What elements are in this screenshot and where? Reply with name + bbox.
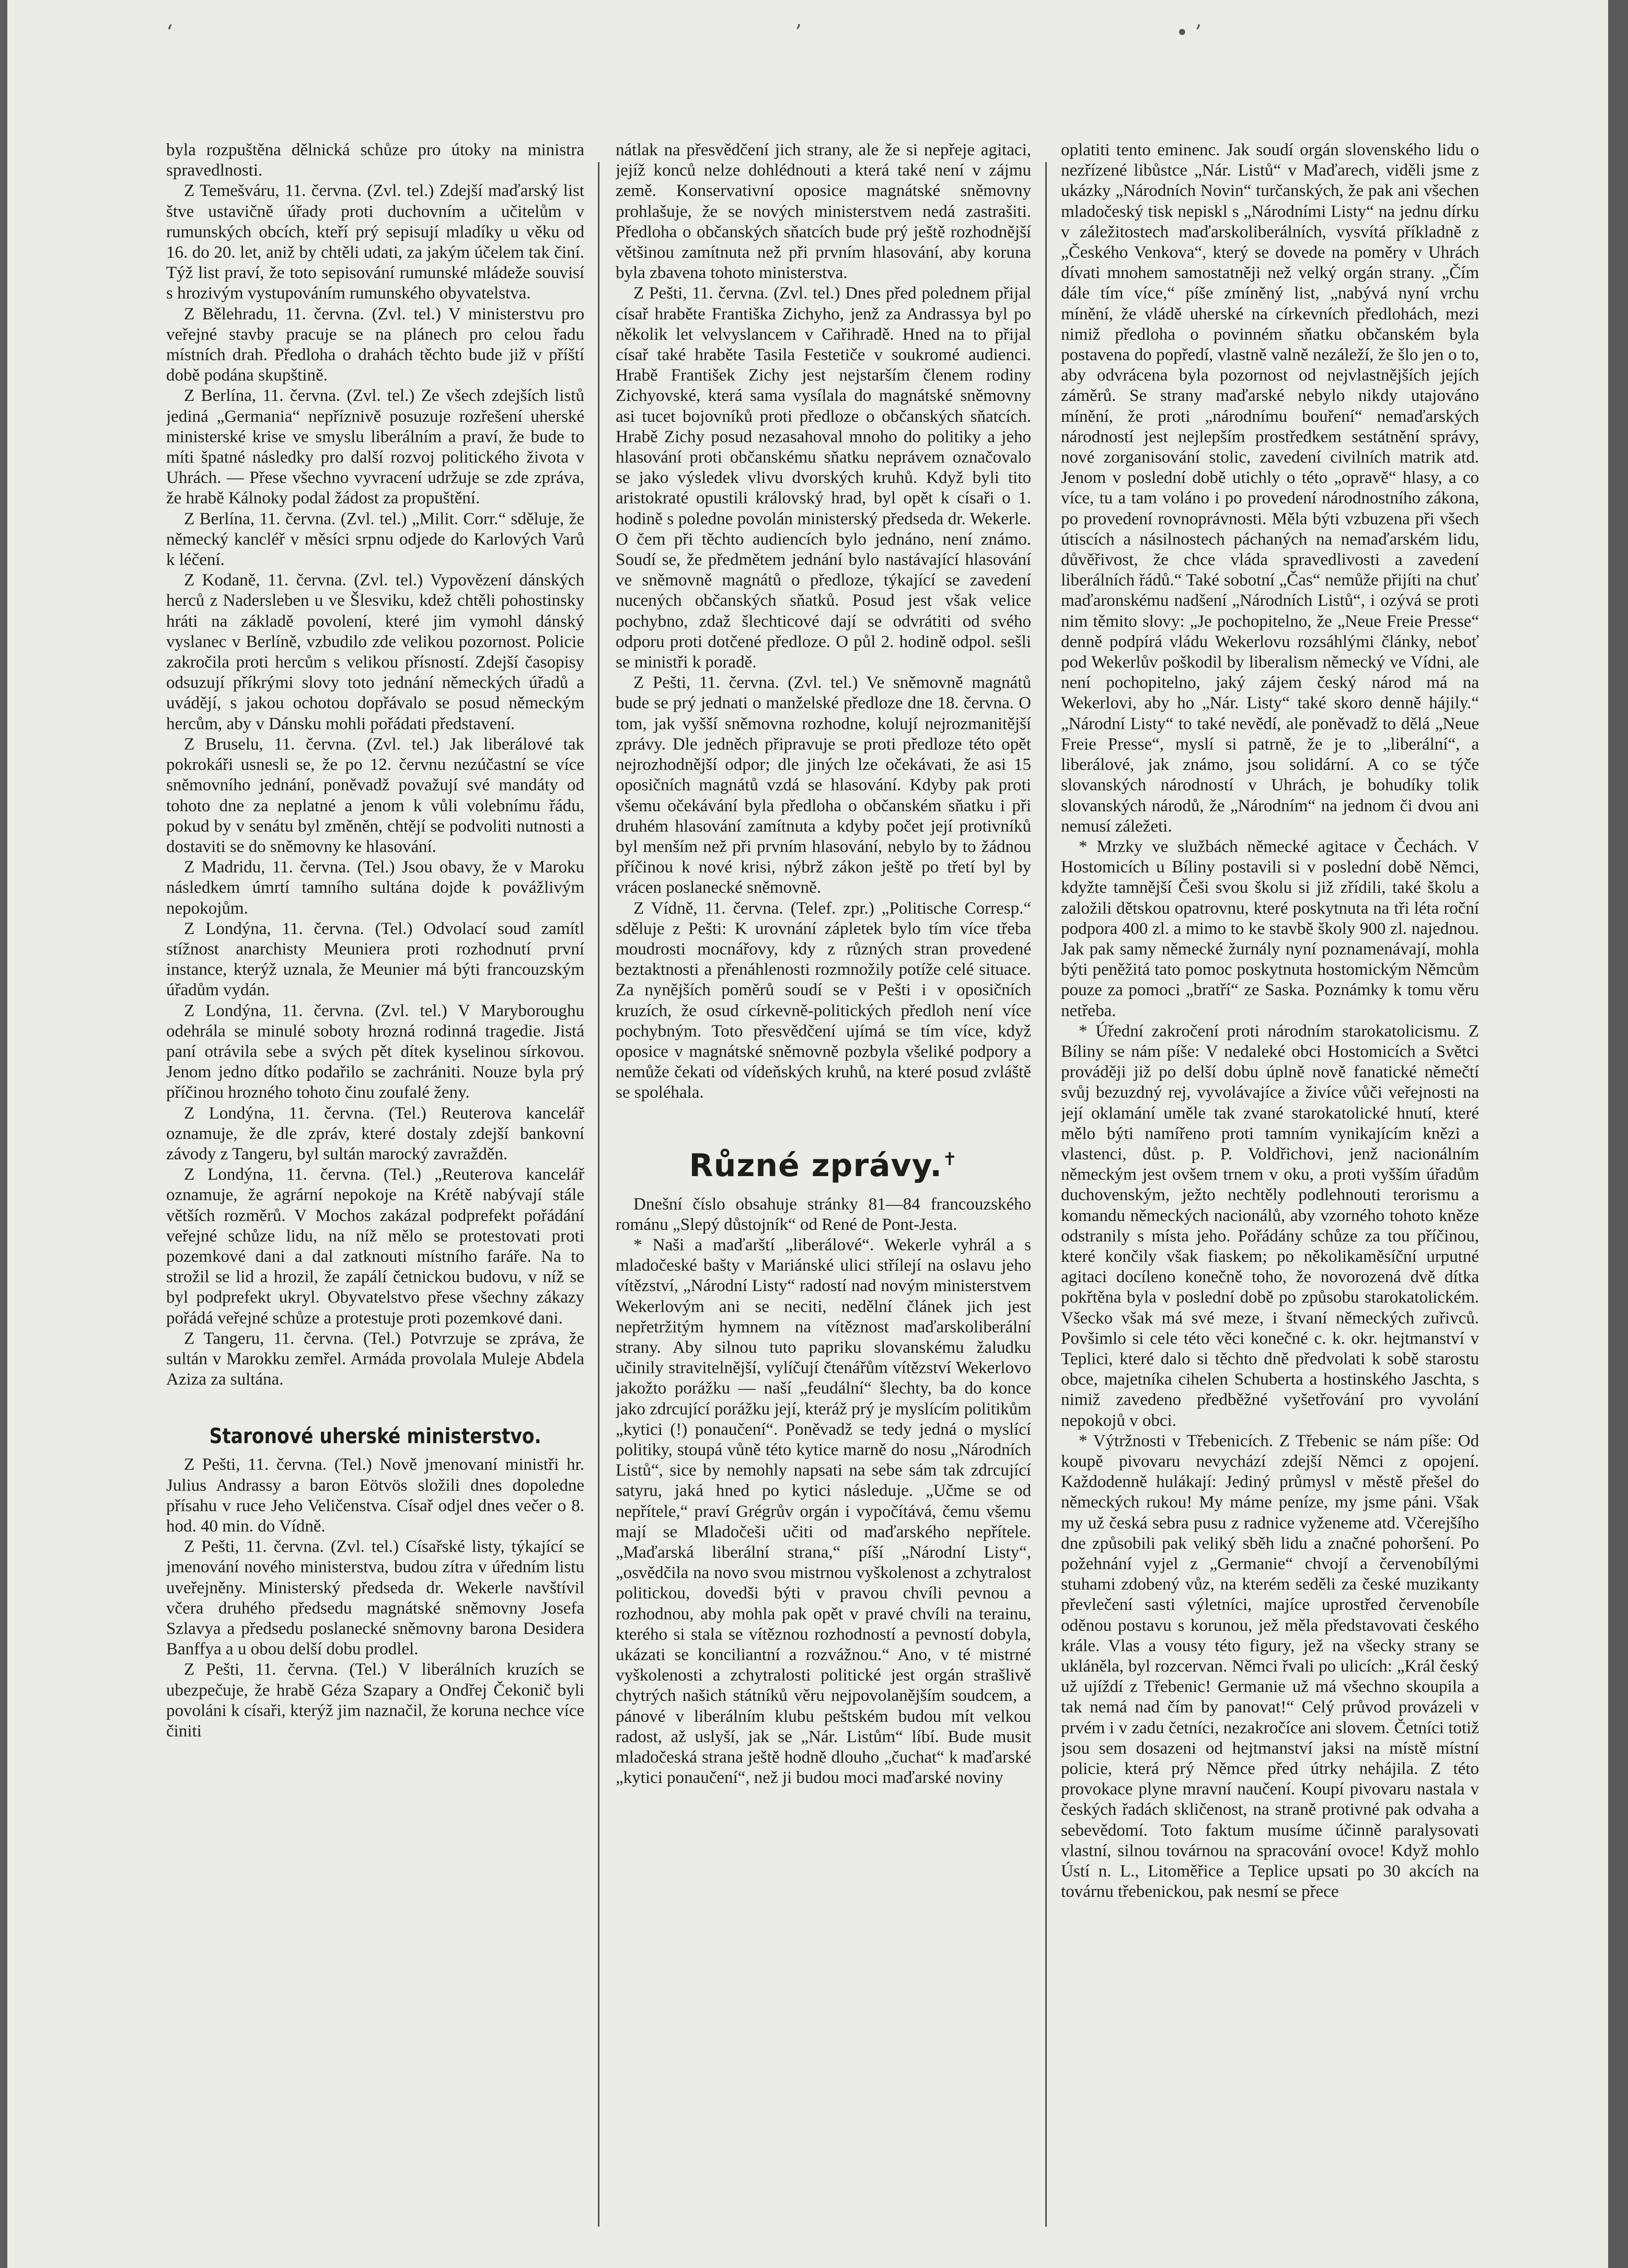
article-paragraph: Z Pešti, 11. června. (Tel.) V liberálních kruzích se ubezpečuje, že hrabě Géza Szapary a Ondřej Čekonič byli povoláni k císaři, kterýž jim naznačil, že koruna nechce více činiti xyxy=(166,1660,584,1741)
section-mark-icon: ✝ xyxy=(942,1148,958,1170)
article-paragraph: Z Londýna, 11. června. (Tel.) Odvolací soud zamítl stížnost anarchisty Meuniera proti rozhodnutí první instance, kterýž uznala, že Meunier má býti francouzským úřadům vydán. xyxy=(166,919,584,1000)
article-paragraph: Z Madridu, 11. června. (Tel.) Jsou obavy, že v Maroku následkem úmrtí tamního sultána dojde k povážlivým nepokojům. xyxy=(166,858,584,918)
article-paragraph: Z Temešváru, 11. června. (Zvl. tel.) Zdejší maďarský list štve ustavičně úřady proti duchovním a učitelům v rumunských obcích, kteří prý sepisují mladíky u věku od 16. do 20. let, aniž by chtěli udati, za jakým účelem tak činí. Týž list praví, že toto sepisování rumunské mládeže souvisí s hrozivým vystupováním rumunského obyvatelstva. xyxy=(166,181,584,303)
article-paragraph: oplatiti tento eminenc. Jak soudí orgán slovenského lidu o nezřízené libůstce „Nár. Listů“ v Maďarech, viděli jsme z ukázky „Národních Novin“ turčanských, že pak ani všechen mladočeský tisk nepiskl s „Národními Listy“ na jednu dírku v záležitostech maďarskoliberálních, vysvítá příkladně z „Českého Venkova“, který se dovede na poměry v Uhrách dívati mnohem samostatněji než velký orgán strany. „Čím dále tím více,“ píše zmíněný list, „nabývá nyní vrchu mínění, že vládě uherské na církevních předlohách, mezi nimiž předloha o povinném sňatku občanském byla postavena do popředí, vlastně valně nezáleží, že šlo jen o to, aby odvrácena byla pozornost od nejvlastnějších jejích záměrů. Se strany maďarské nebylo nikdy utajováno mínění, že proti „národnímu bouření“ nemaďarských národností jest nejlepším prostředkem sestátnění správy, nové zorganisování stolic, zavedení civilních matrik atd. Jenom v poslední době utichly o této „opravě“ hlasy, a co více, tu a tam voláno i po provedení národnostního zákona, po provedení rovnoprávnosti. Měla býti vzbuzena při všech útiscích a násilnostech páchaných na nemaďarském lidu, důvěřivost, že chce vláda spravedlivosti a zavedení liberálních řádů.“ Také sobotní „Čas“ nemůže přijíti na chuť maďaronskému nadšení „Národních Listů“, i ozývá se proti nim těmito slovy: „Je pochopitelno, že „Neue Freie Presse“ denně podpírá vládu Wekerlovu rozsáhlými články, neboť pod Wekerlův poškodil by liberalism německý ve Vídni, ale není pochopitelno, jaký zájem český národ má na Wekerlovi, aby ho „Nár. Listy“ také skoro denně hájily.“ „Národní Listy“ to také nevědí, ale poněvadž to dělá „Neue Freie Presse“, myslí si patrně, že je to „liberální“, a liberálové, jak známo, jsou solidární. A co se týče slovanských národností v Uhrách, je bohudíky tolik slovanských národů, že „Národním“ na jednom či dvou ani nemusí záležeti. xyxy=(1061,141,1479,836)
scan-border-left xyxy=(0,0,7,2268)
column-3 xyxy=(1061,140,1479,2226)
article-paragraph: Z Pešti, 11. června. (Zvl. tel.) Císařské listy, týkající se jmenování nového ministerstva, budou zítra v úředním listu uveřejněny. Ministerský předseda dr. Wekerle navštívil včera druhého předsedu magnátské sněmovny Josefa Szlavya a předsedu poslanecké sněmovny barona Desidera Banffya a u obou delší dobu prodlel. xyxy=(166,1537,584,1659)
page-mark-right: • ’ xyxy=(1176,21,1202,45)
column-rule-2 xyxy=(1045,162,1047,2227)
section-heading xyxy=(616,1139,1031,1186)
page-mark-left: ʻ xyxy=(166,21,173,45)
article-paragraph: Z Londýna, 11. června. (Tel.) „Reuterova kancelář oznamuje, že agrární nepokoje na Krétě nabývají stále větších rozměrů. V Mochos zakázal podprefekt pořádání veřejné schůze lidu, na níž mělo se protestovati proti pozemkové dani a dal zatknouti místního faráře. Na to strožil se lid a hrozil, že zapálí četnickou budovu, v níž se byl podprefekt ukryl. Obyvatelstvo přese všechny zákazy pořádá veřejné schůze a protestuje proti pozemkové dani. xyxy=(166,1165,584,1328)
article-paragraph: Z Pešti, 11. června. (Tel.) Nově jmenovaní ministři hr. Julius Andrassy a baron Eötvös složili dnes dopoledne přísahu v ruce Jeho Veličenstva. Císař odjel dnes večer o 8. hod. 40 min. do Vídně. xyxy=(166,1455,584,1536)
article-paragraph: Z Berlína, 11. června. (Zvl. tel.) Ze všech zdejších listů jediná „Germania“ nepříznivě posuzuje rozřešení uherské ministerské krise ve smyslu liberálním a praví, že bude to míti špatné následky pro další rozvoj politického života v Uhrách. — Přese všechno vyvracení udržuje se zde zpráva, že hrabě Kálnoky podal žádost za propuštění. xyxy=(166,386,584,508)
article-paragraph: Z Bruselu, 11. června. (Zvl. tel.) Jak liberálové tak pokrokáři usnesli se, že po 12. červnu nezúčastní se více sněmovního jednání, poněvadž považují své mandáty od tohoto dne za neplatné a jenom k vůli volebnímu řádu, pokud by v senátu byl změněn, chtějí se podvoliti nutnosti a dostaviti se do sněmovny ke hlasování. xyxy=(166,734,584,856)
article-heading: Staronové uherské ministerstvo. xyxy=(209,1424,541,1449)
page-mark-center: ʼ xyxy=(794,21,801,45)
article-paragraph: * Mrzky ve službách německé agitace v Čechách. V Hostomicích u Bíliny postavili si v poslední době Němci, kdyžte tamnější Češi svou školu si již zřídili, také školu a založili dětskou opatrovnu, které poskytnuta na tři léta roční podpora 400 zl. a mimo to ke stavbě školy 900 zl. najednou. Jak pak samy německé žurnály nyní poznamenávají, mohla býti peněžitá tato pomoc poskytnuta hostomickým Němcům pouze za pomoci „bratří“ ze Saska. Poznámky k tomu věru netřeba. xyxy=(1061,837,1479,1020)
article-paragraph: Z Londýna, 11. června. (Zvl. tel.) V Maryboroughu odehrála se minulé soboty hrozná rodinná tragedie. Jistá paní otrávila sebe a svých pět dítek kyselinou sírkovou. Jenom jedno dítko podařilo se zachrániti. Nouze byla prý příčinou hrozného tohoto činu zoufalé ženy. xyxy=(166,1001,584,1102)
article-paragraph: Z Vídně, 11. června. (Telef. zpr.) „Politische Corresp.“ sděluje z Pešti: K urovnání zápletek bylo tím více třeba moudrosti mocnářovy, kdy z různých stran provedené beztaktnosti a přenáhlenosti rozmnožily potíže celé situace. Za nynějších poměrů soudí se v Pešti i v oposičních kruzích, že osud církevně-politických předloh není více pochybným. Toto přesvědčení ujímá se tím více, když oposice v magnátské sněmovně pozbyla všeliké podpory a nemůže čekati od vídeňských kruhů, na které posud zvláště se spoléhala. xyxy=(616,899,1031,1102)
article-paragraph: Z Kodaně, 11. června. (Zvl. tel.) Vypovězení dánských herců z Nadersleben u ve Šlesviku, kdež chtěli pohostinsky hráti na základě povolení, které jim vymohl dánský vyslanec v Berlíně, vzbudilo zde velikou pozornost. Policie zakročila proti hercům s velikou přísností. Zdejší časopisy odsuzují příkrými slovy toto jednání německých úřadů a uvádějí, s jakou ochotou dopřávalo se posud německým hercům, aby v Dánsku mohli pořádati představení. xyxy=(166,571,584,733)
article-paragraph: * Úřední zakročení proti národním starokatolicismu. Z Bíliny se nám píše: V nedaleké obci Hostomicích a Světci prováději již po delší dobu úplně nově fanatické němečtí svůj bezuzdný rej, vyvolávajíce a živíce vůči veřejnosti na její oklamání uměle tak zvané starokatolické hnutí, které mělo býti namířeno proti tamním vynikajícím knězi a vlastenci, důst. p. P. Voldřichovi, jenž nacionálním německým jest ovšem trnem v oku, a proti vyšším úřadům duchovenským, ježto nechtěly podlehnouti terorismu a komandu německých nacionálů, aby vzorného tohoto kněze odstranily s místa jeho. Pořádány schůze za tou příčinou, které končily však fiaskem; po několikaměsíční urputné agitaci docíleno konečně toho, že novorozená dvě dítka pokřtěna byla v poslední době po způsobu starokatolickém. Všecko však má své meze, i štvaní německých zuřivců. Povšimlo si cele této věci konečné c. k. okr. hejtmanství v Teplici, které dalo si těchto dně předvolati k sobě starostu obce, majetníka cihelen Schuberta a hostinského Jaschta, s nimiž zavedeno předběžné vyšetřování pro vyvolání nepokojů v obci. xyxy=(1061,1021,1479,1430)
article-paragraph: Z Pešti, 11. června. (Zvl. tel.) Dnes před polednem přijal císař hraběte Františka Zichyho, jenž za Andrassya byl po několik let velvyslancem v Cařihradě. Hned na to přijal císař také hraběte Tasila Festetiče v soukromé audienci. Hrabě František Zichy jest nejstarším členem rodiny Zichyovské, která sama vysílala do magnátské sněmovny asi tucet bojovníků proti předloze o občanských sňatcích. Hrabě Zichy posud nezasahoval mnoho do politiky a jeho hlasování proti občanskému sňatku neprávem označovalo se jako výsledek vlivu dvorských kruhů. Když byli tito aristokraté opustili královský hrad, byl opět k císaři o 1. hodině s poledne povolán ministerský předseda dr. Wekerle. O čem při těchto audiencích bylo jednáno, není známo. Soudí se, že předmětem jednání bylo nastávající hlasování ve sněmovně magnátů o předloze, týkající se zavedení nucených občanských sňatků. Posud jest však velice pochybno, zdaž šlechticové dají se odvrátiti od svého odporu proti dotčené předloze. O půl 2. hodině odpol. sešli se ministři k poradě. xyxy=(616,284,1031,672)
article-paragraph: Z Tangeru, 11. června. (Tel.) Potvrzuje se zpráva, že sultán v Marokku zemřel. Armáda provolala Muleje Abdela Aziza za sultána. xyxy=(166,1329,584,1389)
article-paragraph: Dnešní číslo obsahuje stránky 81—84 francouzského románu „Slepý důstojník“ od René de Pont-Jesta. xyxy=(616,1194,1031,1234)
column-rule-1 xyxy=(598,162,599,2227)
article-paragraph: * Výtržnosti v Třebenicích. Z Třebenic se nám píše: Od koupě pivovaru nevychází zdejší Němci z opojení. Každodenně hulákají: Jediný průmysl v městě přešel do německých rukou! My máme peníze, my jsme páni. Však my už česká sebra pusu z radnice vyženeme atd. Včerejšího dne způsobili pak veliký sběh lidu a značné pohoršení. Po požehnání vyjel z „Germanie“ chvojí a červenobílými stuhami zdobený vůz, na kterém seděli za české muzikanty převlečení sasti výletníci, majíce uprostřed červenobíle oděnou postavu s korunou, jež měla představovati českého krále. Vlas a vousy této figury, jež na všecky strany se ukláněla, byl rozcervan. Němci řvali po ulicích: „Král český už ujíždí z Třebenic! Germanie už má všechno skoupila a tak nemá nad čím by panovat!“ Celý průvod provázeli v prvém i v zadu četníci, nezakročíce ani slovem. Četníci totiž jsou sem dosazeni od hejtmanství jaksi na místě místní policie, která prý Němce před útrky nehájila. Z této provokace plyne mravní naučení. Koupí pivovaru nastala v českých řadách skličenost, na straně protivné pak odvaha a sebevědomí. Toto faktum musíme účinně paralysovati vlastní, silnou továrnou na spracování ovoce! Když mohlo Ústí n. L., Litoměřice a Teplice upsati po 30 akcích na továrnu třebenickou, pak nesmí se přece xyxy=(1061,1431,1479,1902)
article-paragraph: * Naši a maďarští „liberálové“. Wekerle vyhrál a s mladočeské bašty v Mariánské ulici střílejí na oslavu jeho vítězství, „Národní Listy“ radostí nad novým ministerstvem Wekerlovým ani se neciti, nedělní článek jich jest nepřetržitým hymnem na vítěznost maďarskoliberální strany. Aby silnou tuto papriku slovanskému žaludku učinily stravitelnější, vylíčují čtenářům vítězství Wekerlovo jakožto porážku — naší „feudální“ šlechty, ba do konce jako zdrcující porážku její, kteráž prý je myslícím politikům „kytici (!) ponaučení“. Poněvadž se tedy jedná o myslící politiky, stoupá vůně této kytice marně do nosu „Národních Listů“, sice by nemohly napsati na sebe sám tak zdrcující satyru, jaká hned po kytici následuje. „Učme se od nepřítele,“ praví Grégrův orgán i vypočítává, čemu všemu mají se Mladočeši učiti od maďarského nepřítele. „Maďarská liberální strana,“ píší „Národní Listy“, „osvědčila na novo svou mistrnou vyškolenost a zchytralost politickou, dovedši býti v pravou chvíli pevnou a rozhodnou, aby mohla pak opět v pravé chvíli na terainu, kterého si stala se vítěznou rozhodností a pevností dobyla, ukázati se konciliantní a rozvážnou.“ Ano, v té mistrné vyškolenosti a zchytralosti politické jest orgán strašlivě chytrých našich státníků věru nejpovolanějším soudcem, a pánové v liberálním klubu peštském budou mít velkou radost, až uslyší, jak se „Nár. Listům“ líbí. Bude musit mladočeská strana ještě hodně dlouho „čuchat“ k maďarské „kytici ponaučení“, než ji budou moci maďarské noviny xyxy=(616,1235,1031,1788)
article-paragraph: byla rozpuštěna dělnická schůze pro útoky na ministra spravedlnosti. xyxy=(166,141,584,180)
section-title: Různé zprávy. xyxy=(689,1147,943,1184)
article-paragraph: Z Pešti, 11. června. (Zvl. tel.) Ve sněmovně magnátů bude se prý jednati o manželské předloze dne 18. června. O tom, jak vyšší sněmovna rozhodne, kolují nejrozmanitější zprávy. Dle jedněch připravuje se proti předloze této opět nejrozhodnější odpor; dle jiných lze očekávati, že asi 15 oposičních magnátů vzdá se hlasování. Kdyby pak proti všemu očekávání byla předloha o občanském sňatku i při druhém hlasování zamítnuta a kdyby počet její protivníků byl menším než při prvním hlasování, nebylo by to žádnou příčinou k nové krisi, nýbrž zákon ještě po třetí byl by vrácen poslanecké sněmovně. xyxy=(616,673,1031,897)
article-paragraph: Z Berlína, 11. června. (Zvl. tel.) „Milit. Corr.“ sděluje, že německý kancléř v měsíci srpnu odjede do Karlových Varů k léčení. xyxy=(166,509,584,570)
article-paragraph: Z Bělehradu, 11. června. (Zvl. tel.) V ministerstvu pro veřejné stavby pracuje se na plánech pro celou řadu místních drah. Předloha o drahách těchto bude již v příští době podána skupštině. xyxy=(166,304,584,385)
column-1 xyxy=(166,140,584,2226)
column-2 xyxy=(616,140,1031,2226)
scan-border-right xyxy=(1608,0,1628,2268)
article-paragraph: nátlak na přesvědčení jich strany, ale že si nepřeje agitaci, jejíž konců nelze dohlédnouti a která také není v zájmu země. Konservativní oposice magnátské sněmovny prohlašuje, že se nových ministerstvem nedá zastrašiti. Předloha o občanských sňatcích bude prý ještě rozhodnější většinou zamítnuta než při prvním hlasování, aby koruna byla zbavena tohoto ministerstva. xyxy=(616,141,1031,283)
article-paragraph: Z Londýna, 11. června. (Tel.) Reuterova kancelář oznamuje, že dle zpráv, které dostaly zdejší bankovní závody z Tangeru, byl sultán marocký zavražděn. xyxy=(166,1103,584,1164)
